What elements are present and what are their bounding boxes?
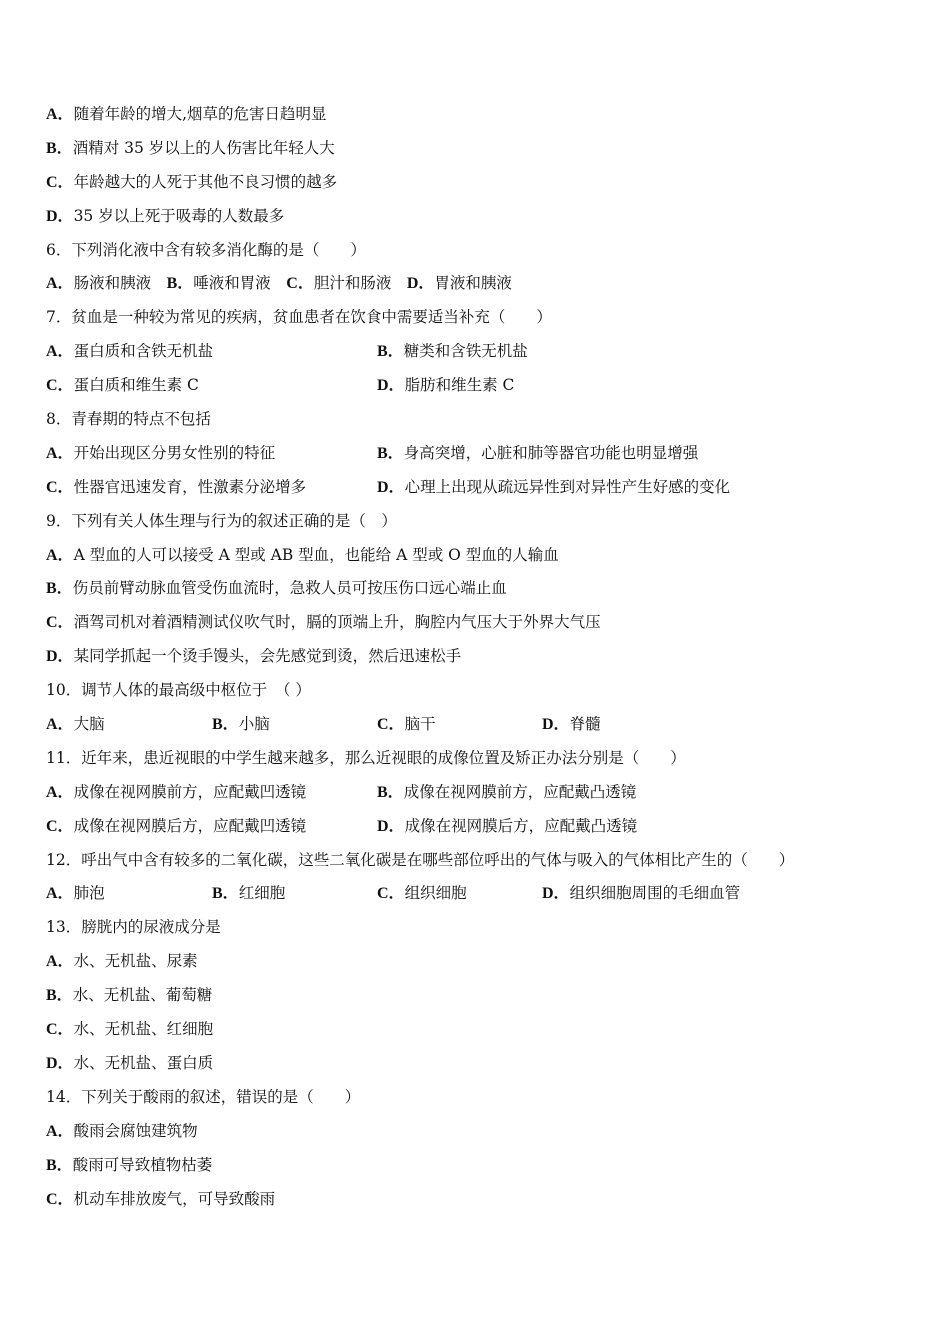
option-row	[46, 810, 906, 844]
question-stem-6: 6．下列消化液中含有较多消化酶的是（ ）	[46, 240, 366, 259]
option-a: A．蛋白质和含铁无机盐	[46, 342, 214, 361]
option-line: C．年龄越大的人死于其他不良习惯的越多	[46, 172, 338, 191]
question-stem-11: 11．近年来，患近视眼的中学生越来越多，那么近视眼的成像位置及矫正办法分别是（ ）	[46, 748, 686, 767]
question-stem-14: 14．下列关于酸雨的叙述，错误的是（ ）	[46, 1087, 361, 1106]
option-a: A．肺泡	[46, 884, 105, 903]
option-d: D．组织细胞周围的毛细血管	[542, 884, 741, 903]
option-line: B．伤员前臂动脉血管受伤血流时，急救人员可按压伤口远心端止血	[46, 579, 507, 598]
option-row	[46, 776, 906, 810]
option-line: D．水、无机盐、蛋白质	[46, 1053, 214, 1072]
option-b: B．小脑	[212, 715, 270, 734]
option-b: B．红细胞	[212, 884, 286, 903]
option-c: C．性器官迅速发育，性激素分泌增多	[46, 477, 307, 496]
option-a: A．成像在视网膜前方，应配戴凹透镜	[46, 782, 307, 801]
option-line: D．某同学抓起一个烫手馒头，会先感觉到烫，然后迅速松手	[46, 647, 462, 666]
option-c: C．蛋白质和维生素 C	[46, 376, 199, 395]
option-row	[46, 471, 906, 505]
option-line: C．酒驾司机对着酒精测试仪吹气时，膈的顶端上升，胸腔内气压大于外界大气压	[46, 613, 601, 632]
option-line: A．水、无机盐、尿素	[46, 952, 198, 971]
option-d: D．脂肪和维生素 C	[377, 376, 515, 395]
option-b: B．身高突增，心脏和肺等器官功能也明显增强	[377, 443, 699, 462]
option-d: D．脊髓	[542, 715, 601, 734]
option-line: B．酸雨可导致植物枯萎	[46, 1155, 213, 1174]
option-line: C．机动车排放废气，可导致酸雨	[46, 1189, 276, 1208]
option-line: B．酒精对 35 岁以上的人伤害比年轻人大	[46, 138, 335, 157]
question-stem-9: 9．下列有关人体生理与行为的叙述正确的是（ ）	[46, 511, 397, 530]
question-stem-8: 8．青春期的特点不包括	[46, 410, 211, 429]
option-row	[46, 369, 906, 403]
option-line: A．酸雨会腐蚀建筑物	[46, 1121, 198, 1140]
option-a: A．大脑	[46, 715, 105, 734]
document-page	[46, 98, 906, 1216]
option-line: C．水、无机盐、红细胞	[46, 1020, 214, 1039]
question-stem-12: 12．呼出气中含有较多的二氧化碳，这些二氧化碳是在哪些部位呼出的气体与吸入的气体相比产生的（ ）	[46, 850, 795, 869]
option-row	[46, 708, 906, 742]
option-line: B．水、无机盐、葡萄糖	[46, 986, 213, 1005]
question-stem-7: 7．贫血是一种较为常见的疾病，贫血患者在饮食中需要适当补充（ ）	[46, 308, 552, 327]
option-row	[46, 877, 906, 911]
question-stem-13: 13．膀胱内的尿液成分是	[46, 918, 221, 937]
option-row: A．肠液和胰液 B．唾液和胃液 C．胆汁和肠液 D．胃液和胰液	[46, 274, 512, 293]
question-stem-10: 10．调节人体的最高级中枢位于 （ ）	[46, 681, 311, 700]
option-line: A．随着年龄的增大,烟草的危害日趋明显	[46, 105, 327, 123]
option-d: D．成像在视网膜后方，应配戴凸透镜	[377, 816, 638, 835]
option-c: C．组织细胞	[377, 884, 467, 903]
option-a: A．开始出现区分男女性别的特征	[46, 443, 276, 462]
option-b: B．成像在视网膜前方，应配戴凸透镜	[377, 782, 637, 801]
option-c: C．成像在视网膜后方，应配戴凹透镜	[46, 816, 307, 835]
option-row	[46, 335, 906, 369]
option-c: C．脑干	[377, 715, 436, 734]
option-d: D．心理上出现从疏远异性到对异性产生好感的变化	[377, 477, 731, 496]
option-line: D．35 岁以上死于吸毒的人数最多	[46, 206, 285, 225]
option-line: A．A 型血的人可以接受 A 型或 AB 型血，也能给 A 型或 O 型血的人输血	[46, 545, 559, 564]
option-b: B．糖类和含铁无机盐	[377, 342, 528, 361]
option-row	[46, 437, 906, 471]
